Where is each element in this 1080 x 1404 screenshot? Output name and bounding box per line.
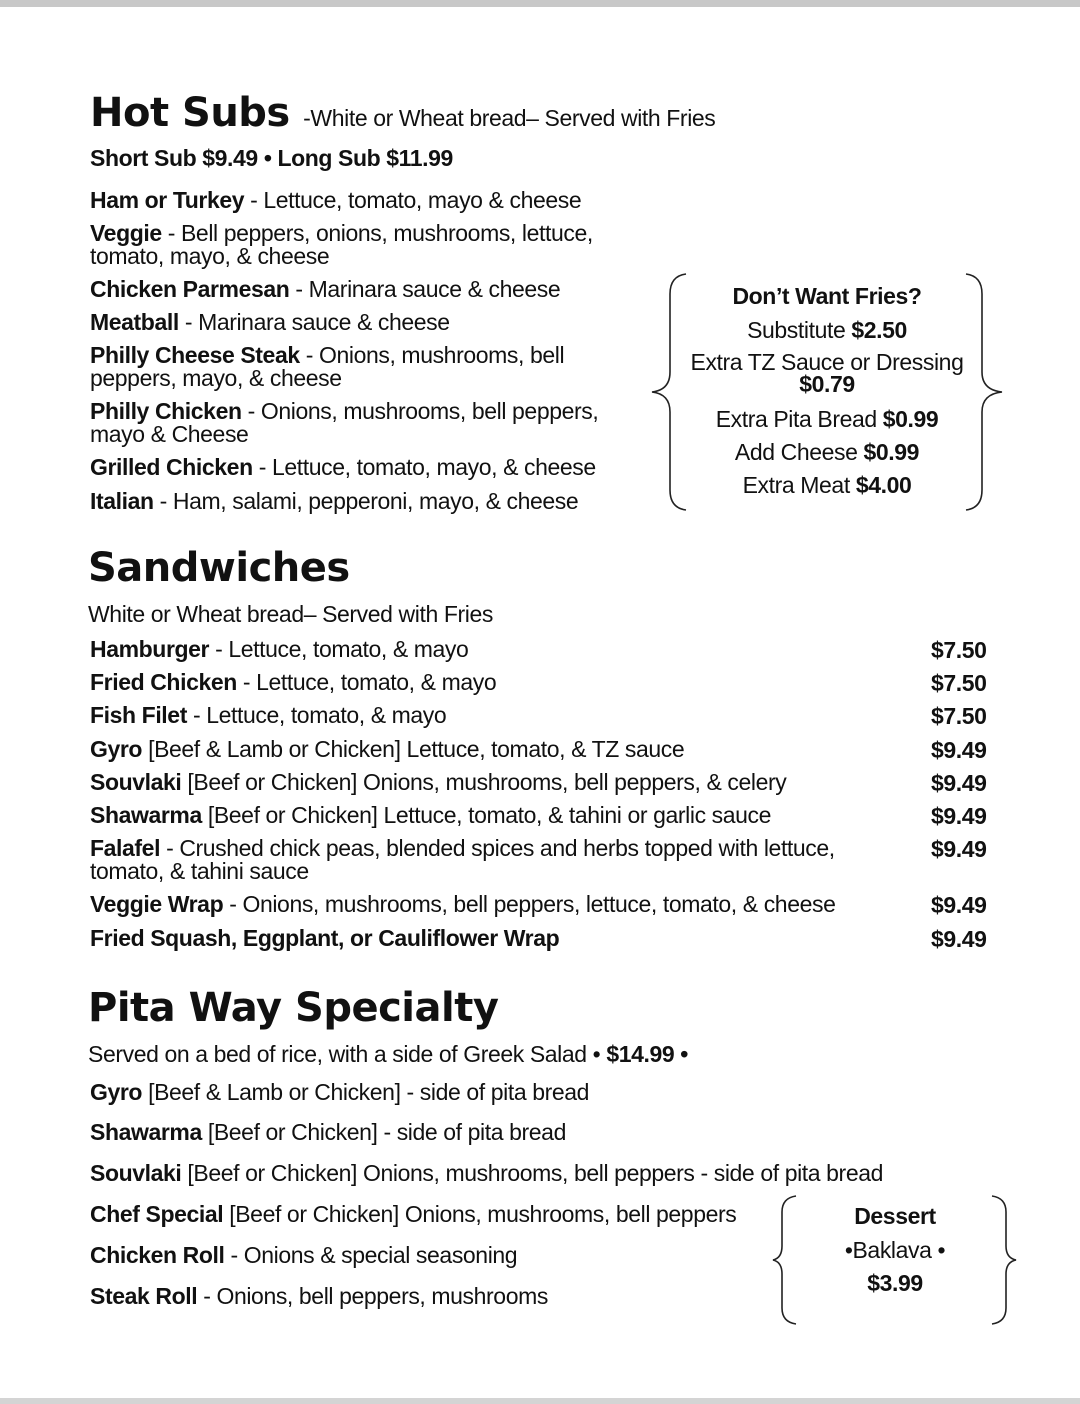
item-desc: [Beef or Chicken] Onions, mushrooms, bell peppers - side of pita bread — [181, 1160, 883, 1186]
item-desc: - Lettuce, tomato, mayo & cheese — [244, 187, 582, 213]
item-desc: - Onions, mushrooms, bell peppers, mayo & Cheese — [90, 398, 599, 447]
item-price: $9.49 — [931, 926, 987, 952]
option-label: Substitute — [747, 317, 852, 343]
option-label: Extra TZ Sauce or Dressing — [690, 349, 964, 375]
item-price: $9.49 — [931, 770, 987, 796]
item-name: Hamburger — [90, 636, 210, 662]
menu-item — [90, 804, 910, 827]
specialty-subtitle-text: Served on a bed of rice, with a side of Greek Salad • — [88, 1041, 607, 1067]
item-name: Chicken Parmesan — [90, 276, 290, 302]
menu-item — [90, 1244, 770, 1267]
item-name: Italian — [90, 488, 154, 514]
item-name: Chef Special — [90, 1201, 224, 1227]
item-name: Fish Filet — [90, 702, 187, 728]
item-name: Fried Chicken — [90, 669, 237, 695]
dessert-box — [770, 1194, 1020, 1326]
dessert-item: •Baklava • — [844, 1237, 946, 1263]
item-desc: - Bell peppers, onions, mushrooms, lettuce, tomato, mayo, & cheese — [90, 220, 593, 269]
item-name: Shawarma — [90, 1119, 202, 1145]
item-desc: - Lettuce, tomato, & mayo — [236, 669, 497, 695]
fries-option — [678, 407, 976, 431]
sandwiches-subtitle: White or Wheat bread– Served with Fries — [88, 601, 493, 627]
bottom-divider — [0, 1398, 1080, 1404]
item-price: $9.49 — [931, 836, 987, 862]
item-name: Meatball — [90, 309, 179, 335]
item-desc: - Marinara sauce & cheese — [178, 309, 450, 335]
hot-subs-pricing: Short Sub $9.49 • Long Sub $11.99 — [90, 145, 453, 171]
menu-item — [90, 738, 910, 761]
item-name: Veggie Wrap — [90, 891, 224, 917]
item-name: Chicken Roll — [90, 1242, 225, 1268]
item-desc: - Lettuce, tomato, mayo, & cheese — [252, 454, 596, 480]
item-name: Fried Squash, Eggplant, or Cauliflower Wrap — [90, 925, 560, 951]
menu-item — [90, 893, 910, 916]
item-name: Ham or Turkey — [90, 187, 245, 213]
item-desc: - Crushed chick peas, blended spices and herbs topped with lettuce, tomato, & tahini sauce — [90, 835, 835, 884]
fries-option — [678, 351, 976, 395]
menu-item — [90, 1162, 890, 1185]
item-name: Falafel — [90, 835, 161, 861]
item-desc: - Onions, mushrooms, bell peppers, lettuce, tomato, & cheese — [223, 891, 836, 917]
hot-subs-title — [90, 90, 716, 136]
item-desc: - Onions, mushrooms, bell peppers, mayo, & cheese — [90, 342, 565, 391]
item-desc: [Beef or Chicken] Onions, mushrooms, bell peppers — [223, 1201, 737, 1227]
item-desc: - Marinara sauce & cheese — [289, 276, 561, 302]
menu-item — [90, 1203, 770, 1226]
option-price: $4.00 — [855, 472, 912, 498]
item-desc: - Onions & special seasoning — [224, 1242, 518, 1268]
option-price: $0.79 — [799, 371, 855, 397]
menu-item — [90, 311, 670, 334]
specialty-price: $14.99 • — [606, 1041, 688, 1067]
item-name: Gyro — [90, 1079, 143, 1105]
item-name: Steak Roll — [90, 1283, 198, 1309]
item-price: $7.50 — [931, 670, 987, 696]
menu-item — [90, 837, 908, 883]
menu-item — [90, 456, 670, 479]
specialty-title: Pita Way Specialty — [88, 985, 499, 1031]
fries-box-title: Don’t Want Fries? — [732, 283, 922, 309]
top-divider — [0, 0, 1080, 7]
item-desc: - Onions, bell peppers, mushrooms — [197, 1283, 548, 1309]
item-desc: [Beef or Chicken] Lettuce, tomato, & tahini or garlic sauce — [201, 802, 772, 828]
hot-subs-subtitle: -White or Wheat bread– Served with Fries — [303, 105, 716, 131]
menu-item — [90, 671, 910, 694]
option-label: Extra Pita Bread — [715, 406, 883, 432]
option-label: Extra Meat — [742, 472, 856, 498]
fries-option — [678, 318, 976, 342]
menu-item — [90, 638, 910, 661]
menu-item — [90, 927, 910, 950]
item-desc: [Beef or Chicken] Onions, mushrooms, bell peppers, & celery — [181, 769, 787, 795]
item-desc: - Lettuce, tomato, & mayo — [186, 702, 447, 728]
item-name: Grilled Chicken — [90, 454, 253, 480]
menu-item — [90, 490, 670, 513]
menu-item — [90, 189, 670, 212]
item-desc: [Beef & Lamb or Chicken] - side of pita bread — [142, 1079, 590, 1105]
menu-item — [90, 344, 580, 390]
option-price: $2.50 — [851, 317, 907, 343]
option-price: $0.99 — [863, 439, 920, 465]
option-price: $0.99 — [882, 406, 939, 432]
option-label: Add Cheese — [734, 439, 864, 465]
sandwiches-title: Sandwiches — [88, 545, 350, 591]
menu-item — [90, 1081, 890, 1104]
item-name: Gyro — [90, 736, 143, 762]
item-price: $9.49 — [931, 737, 987, 763]
menu-item — [90, 278, 670, 301]
item-name: Shawarma — [90, 802, 202, 828]
item-desc: [Beef or Chicken] - side of pita bread — [201, 1119, 566, 1145]
fries-substitution-box — [648, 272, 1008, 512]
menu-item — [90, 1121, 890, 1144]
menu-item — [90, 400, 620, 446]
item-desc: - Ham, salami, pepperoni, mayo, & cheese — [153, 488, 579, 514]
dessert-title: Dessert — [854, 1203, 936, 1229]
item-desc: - Lettuce, tomato, & mayo — [209, 636, 469, 662]
item-name: Philly Chicken — [90, 398, 242, 424]
fries-option — [678, 440, 976, 464]
hot-subs-heading: Hot Subs — [90, 90, 290, 136]
menu-item — [90, 222, 610, 268]
item-name: Philly Cheese Steak — [90, 342, 300, 368]
menu-item — [90, 704, 910, 727]
menu-item — [90, 1285, 770, 1308]
item-desc: [Beef & Lamb or Chicken] Lettuce, tomato, & TZ sauce — [142, 736, 685, 762]
dessert-price: $3.99 — [867, 1270, 923, 1296]
item-price: $7.50 — [931, 703, 987, 729]
item-price: $9.49 — [931, 803, 987, 829]
item-price: $7.50 — [931, 637, 987, 663]
menu-item — [90, 771, 910, 794]
specialty-subtitle — [88, 1042, 688, 1066]
item-price: $9.49 — [931, 892, 987, 918]
item-name: Souvlaki — [90, 769, 182, 795]
fries-option — [678, 473, 976, 497]
item-name: Souvlaki — [90, 1160, 182, 1186]
item-name: Veggie — [90, 220, 162, 246]
